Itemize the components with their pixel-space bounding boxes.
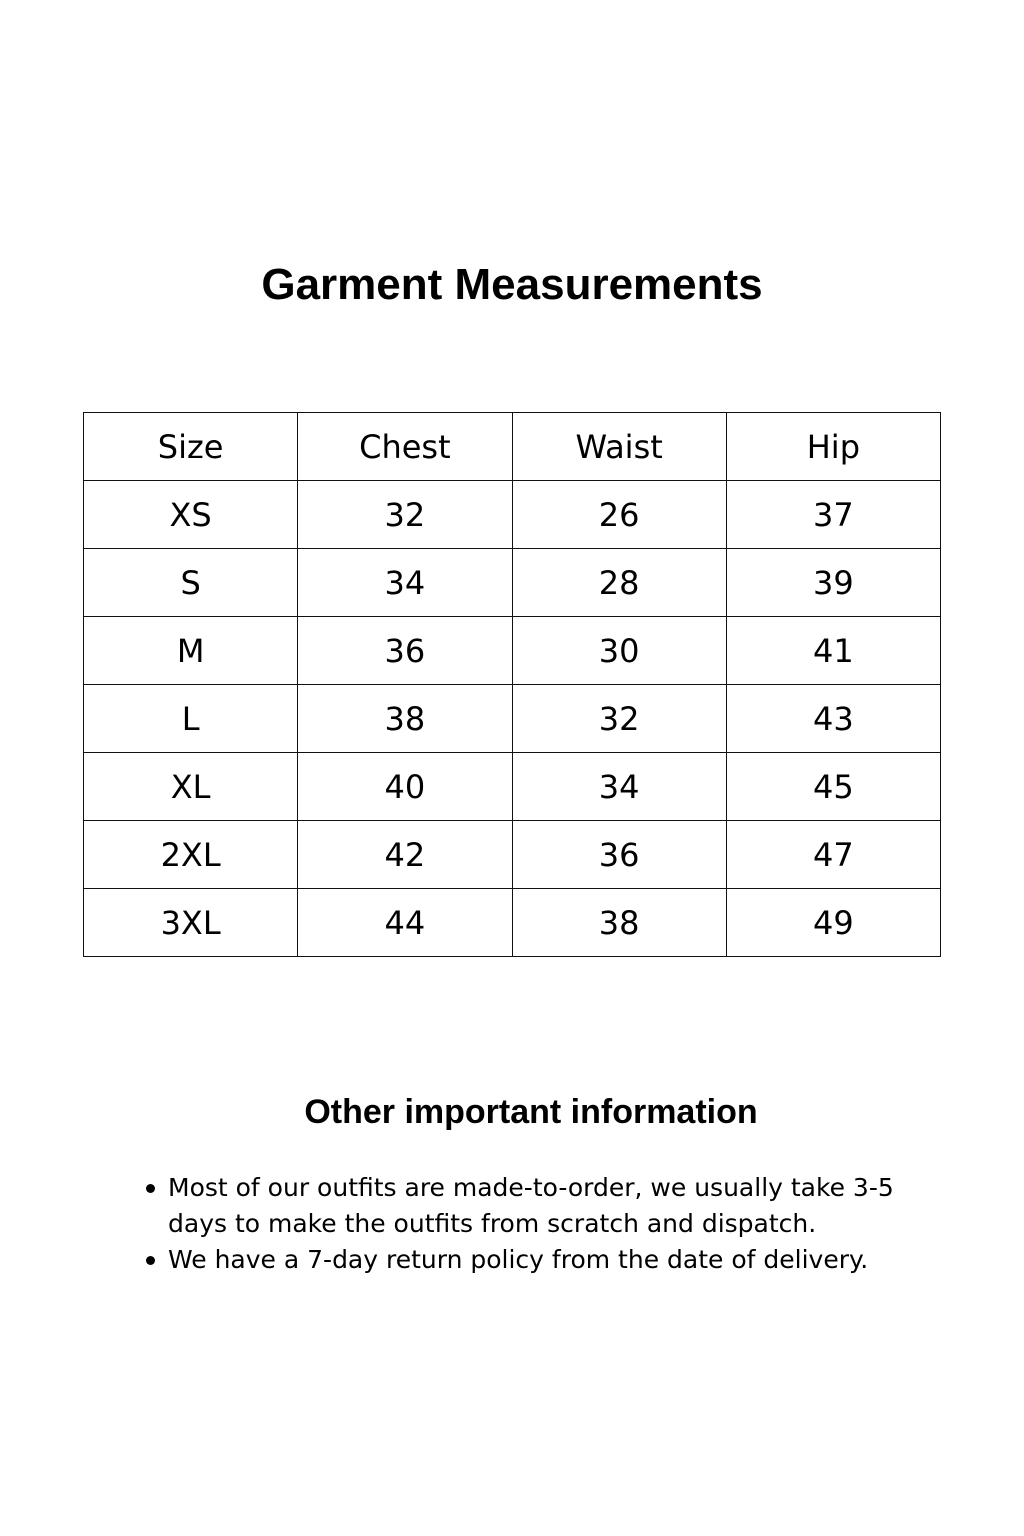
waist-cell: 36 <box>512 821 726 889</box>
table-row <box>84 685 941 753</box>
info-item-text: Most of our outfits are made-to-order, we usually take 3-5 days to make the outfits from scratch and dispatch. <box>168 1173 894 1238</box>
waist-cell: 26 <box>512 481 726 549</box>
chest-cell: 38 <box>298 685 512 753</box>
chest-cell: 42 <box>298 821 512 889</box>
hip-cell: 39 <box>726 549 940 617</box>
waist-cell: 28 <box>512 549 726 617</box>
header-cell-chest: Chest <box>298 413 512 481</box>
size-cell: S <box>84 549 298 617</box>
header-cell-hip: Hip <box>726 413 940 481</box>
header-cell-waist: Waist <box>512 413 726 481</box>
waist-cell: 30 <box>512 617 726 685</box>
size-cell: M <box>84 617 298 685</box>
size-cell: 3XL <box>84 889 298 957</box>
size-cell: 2XL <box>84 821 298 889</box>
size-cell: L <box>84 685 298 753</box>
header-cell-size: Size <box>84 413 298 481</box>
chest-cell: 36 <box>298 617 512 685</box>
page-title: Garment Measurements <box>261 260 763 309</box>
measurements-table <box>83 412 941 957</box>
size-cell: XL <box>84 753 298 821</box>
table-row <box>84 549 941 617</box>
bullet-icon <box>146 1184 155 1193</box>
chest-cell: 44 <box>298 889 512 957</box>
table-header-row <box>84 413 941 481</box>
list-item <box>168 1170 928 1242</box>
waist-cell: 38 <box>512 889 726 957</box>
hip-cell: 45 <box>726 753 940 821</box>
table-row <box>84 889 941 957</box>
list-item <box>168 1242 928 1278</box>
table-row <box>84 753 941 821</box>
hip-cell: 47 <box>726 821 940 889</box>
table-row <box>84 821 941 889</box>
hip-cell: 49 <box>726 889 940 957</box>
table-row <box>84 617 941 685</box>
size-cell: XS <box>84 481 298 549</box>
chest-cell: 40 <box>298 753 512 821</box>
table-row <box>84 481 941 549</box>
waist-cell: 34 <box>512 753 726 821</box>
waist-cell: 32 <box>512 685 726 753</box>
hip-cell: 43 <box>726 685 940 753</box>
bullet-icon <box>146 1256 155 1265</box>
info-list <box>168 1170 928 1278</box>
chest-cell: 34 <box>298 549 512 617</box>
info-section-title: Other important information <box>304 1093 758 1131</box>
chest-cell: 32 <box>298 481 512 549</box>
hip-cell: 41 <box>726 617 940 685</box>
info-item-text: We have a 7-day return policy from the date of delivery. <box>168 1245 869 1274</box>
hip-cell: 37 <box>726 481 940 549</box>
